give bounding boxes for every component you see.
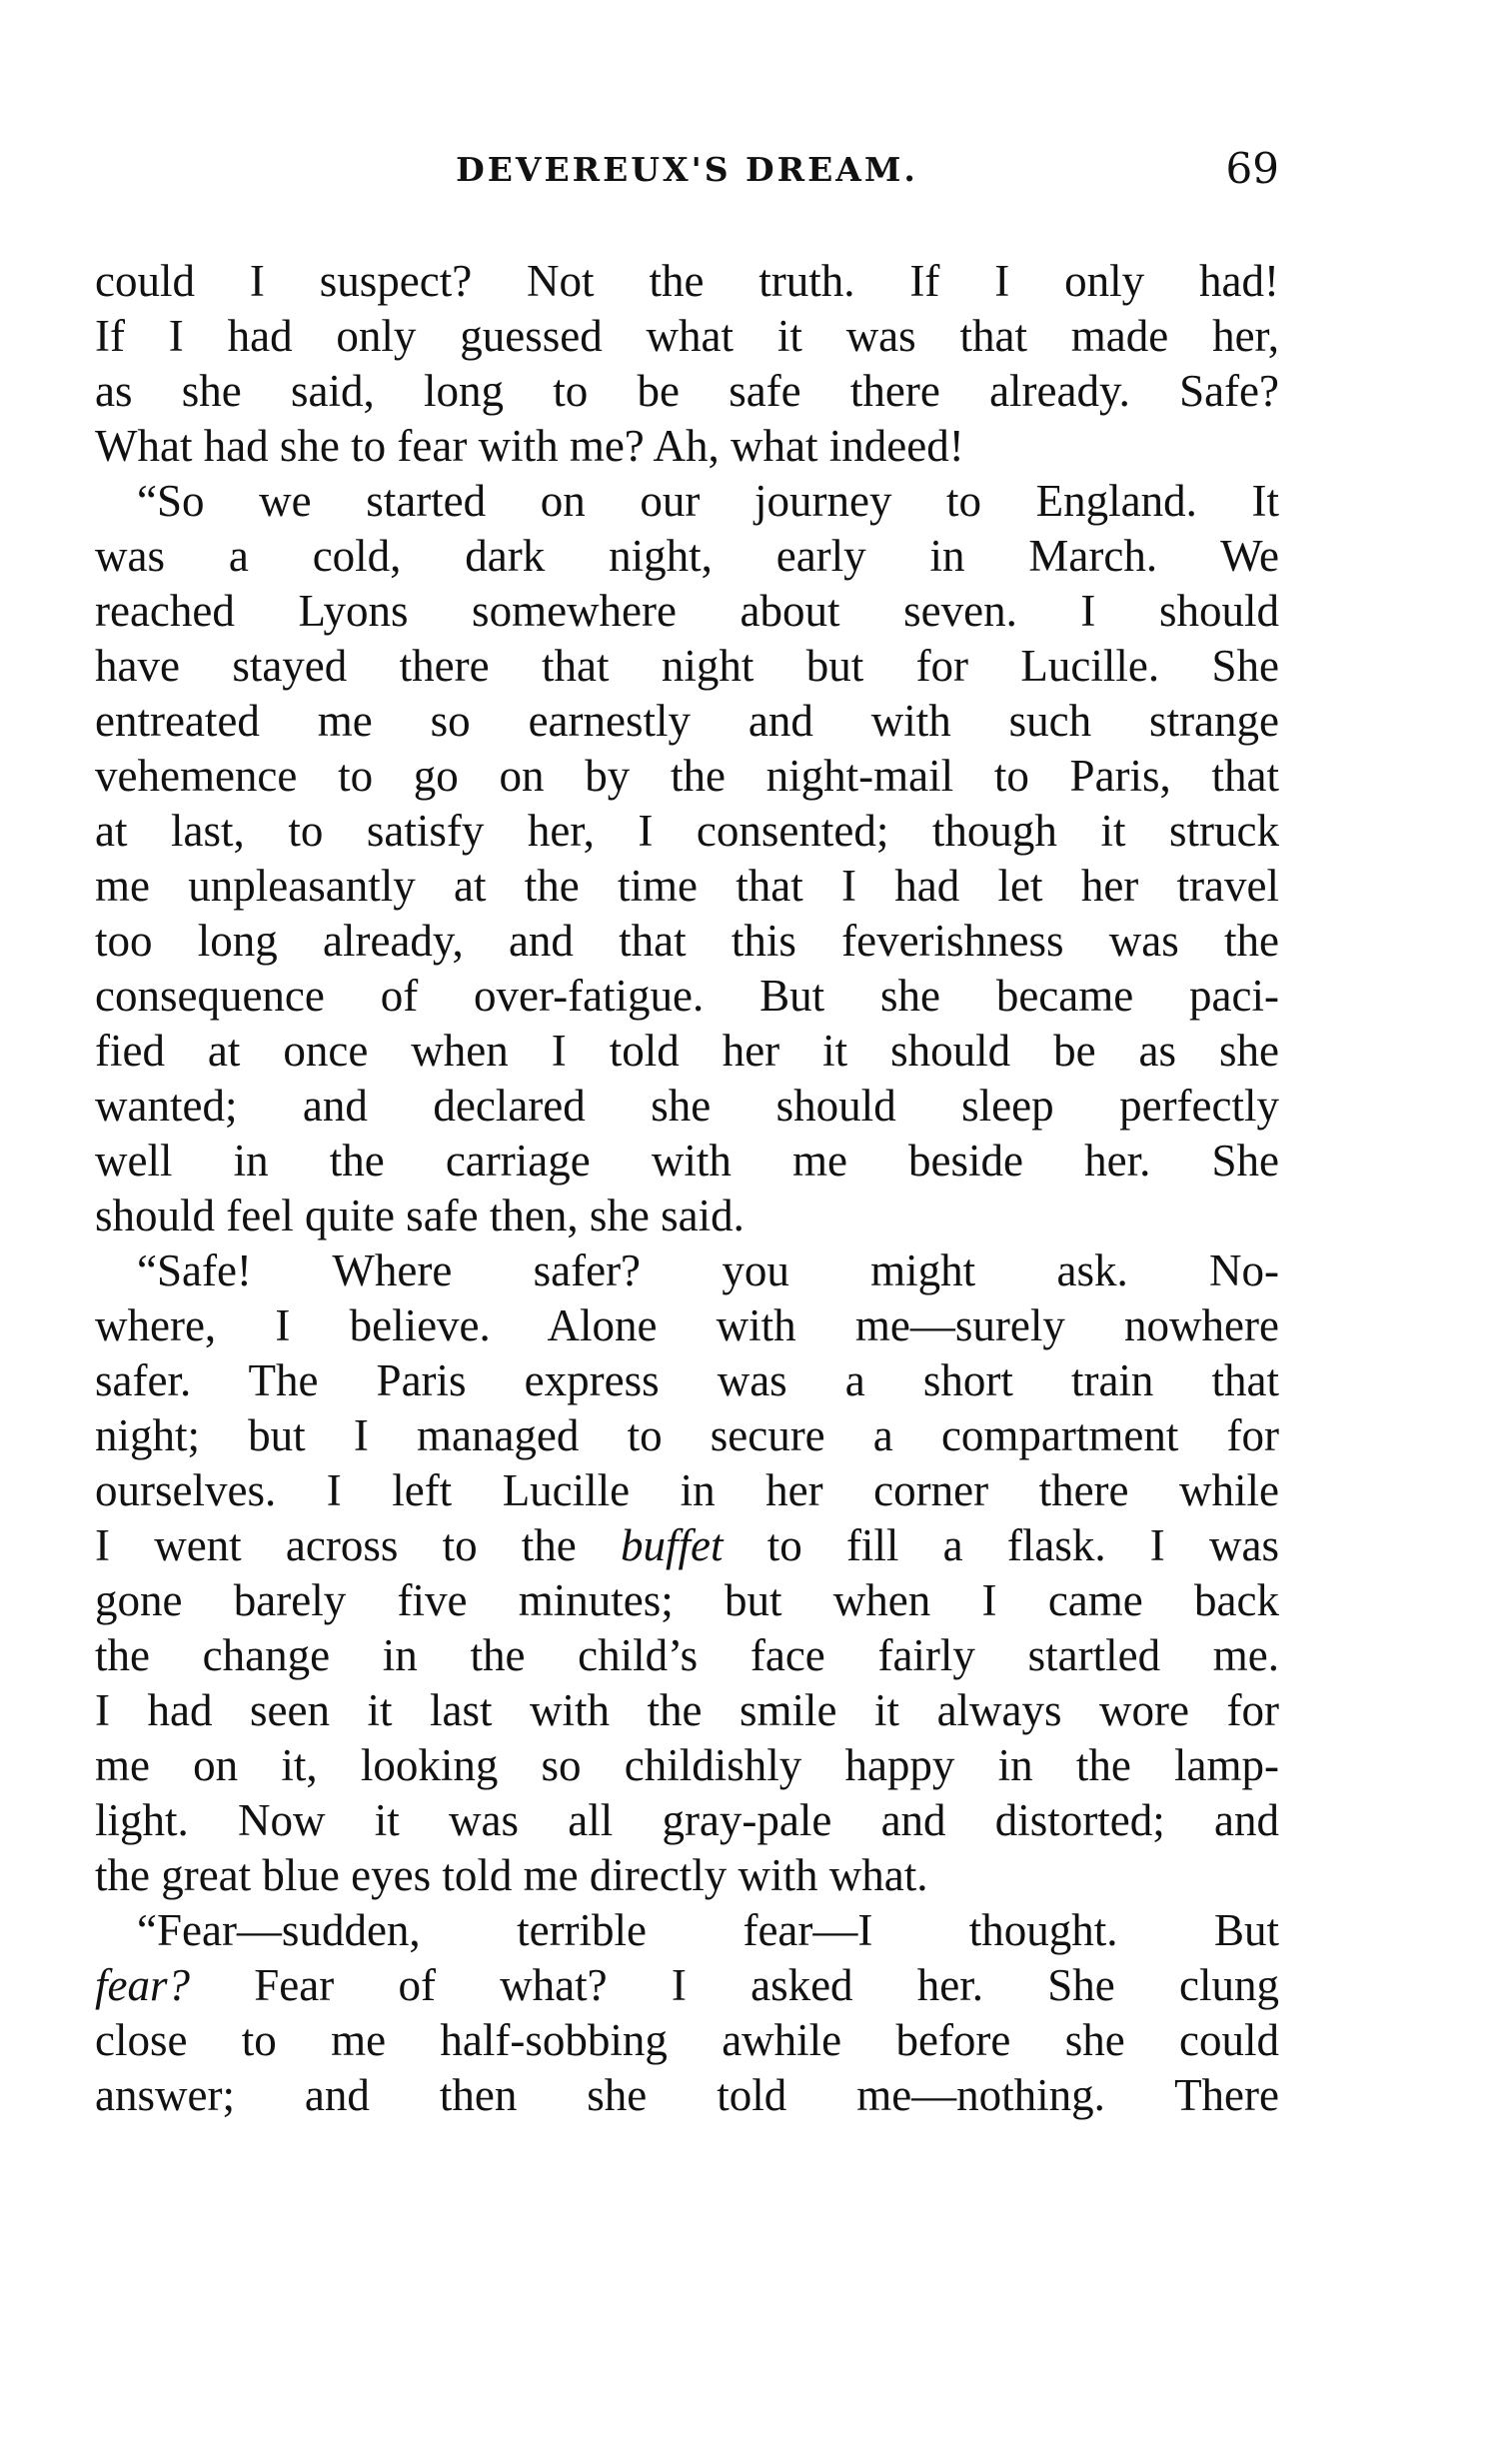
- text-line: “So we started on our journey to England. It: [137, 476, 1279, 526]
- text-line: the change in the child’s face fairly startled me.: [95, 1630, 1279, 1680]
- text-line: fied at once when I told her it should be as she: [95, 1026, 1279, 1076]
- text-line: safer. The Paris express was a short train that: [95, 1355, 1279, 1405]
- text-line: “Fear—sudden, terrible fear—I thought. But: [137, 1905, 1279, 1955]
- italic-text: buffet: [621, 1520, 724, 1570]
- text-line: reached Lyons somewhere about seven. I should: [95, 586, 1279, 636]
- text-segment: Fear of what? I asked her. She clung: [190, 1960, 1279, 2010]
- text-line: me on it, looking so childishly happy in the lamp-: [95, 1740, 1279, 1790]
- text-line: have stayed there that night but for Lucille. She: [95, 641, 1279, 691]
- text-line: as she said, long to be safe there already. Safe?: [95, 366, 1279, 416]
- text-line: I had seen it last with the smile it always wore for: [95, 1685, 1279, 1735]
- body-text: [95, 254, 1279, 2123]
- text-segment: I went across to the: [95, 1520, 622, 1570]
- text-line: night; but I managed to secure a compartment for: [95, 1410, 1279, 1460]
- text-line: gone barely five minutes; but when I came back: [95, 1575, 1279, 1625]
- text-line: too long already, and that this feverishness was the: [95, 916, 1279, 966]
- text-line: was a cold, dark night, early in March. We: [95, 531, 1279, 581]
- running-head: [95, 144, 1279, 210]
- text-line: me unpleasantly at the time that I had let her travel: [95, 861, 1279, 911]
- text-line: where, I believe. Alone with me—surely nowhere: [95, 1300, 1279, 1350]
- text-line: [95, 1958, 1279, 2013]
- italic-text: fear?: [95, 1960, 190, 2010]
- text-line: answer; and then she told me—nothing. There: [95, 2070, 1279, 2120]
- text-line: should feel quite safe then, she said.: [95, 1191, 745, 1240]
- text-segment: to fill a flask. I was: [723, 1520, 1279, 1570]
- text-line: What had she to fear with me? Ah, what indeed!: [95, 421, 964, 471]
- text-line: wanted; and declared she should sleep perfectly: [95, 1081, 1279, 1131]
- text-line: well in the carriage with me beside her. She: [95, 1136, 1279, 1186]
- text-line: light. Now it was all gray-pale and distorted; and: [95, 1795, 1279, 1845]
- text-line: ourselves. I left Lucille in her corner there while: [95, 1465, 1279, 1515]
- text-line: entreated me so earnestly and with such strange: [95, 696, 1279, 746]
- running-title: DEVEREUX'S DREAM.: [456, 150, 918, 189]
- text-line: close to me half-sobbing awhile before she could: [95, 2015, 1279, 2065]
- text-line: vehemence to go on by the night-mail to Paris, that: [95, 751, 1279, 801]
- page-number: 69: [1225, 144, 1279, 193]
- text-line: “Safe! Where safer? you might ask. No-: [137, 1245, 1279, 1295]
- text-line: at last, to satisfy her, I consented; though it struck: [95, 806, 1279, 856]
- text-line: consequence of over-fatigue. But she became paci-: [95, 971, 1279, 1021]
- text-line: the great blue eyes told me directly with what.: [95, 1850, 928, 1900]
- text-line: could I suspect? Not the truth. If I only had!: [95, 256, 1279, 306]
- text-line: If I had only guessed what it was that made her,: [95, 311, 1279, 361]
- text-line: [95, 1518, 1279, 1573]
